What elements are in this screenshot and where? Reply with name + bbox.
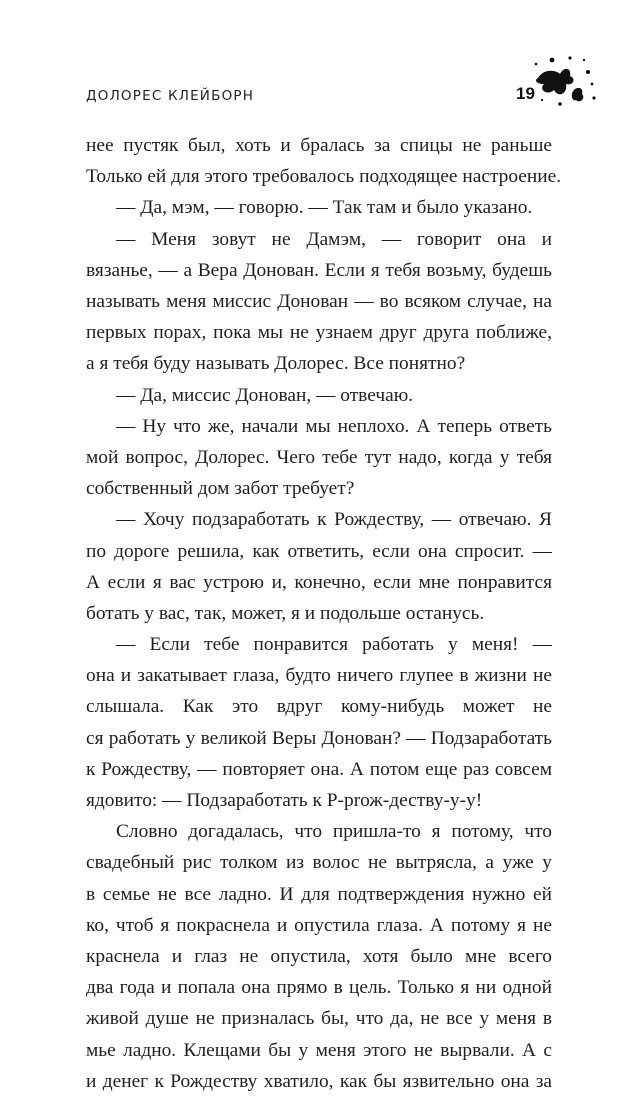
text-line: краснела и глаз не опустила, хотя было мне всего [86,945,552,967]
text-line: А если я вас устрою и, конечно, если мне понравится [86,571,552,593]
text-line: — Да, миссис Донован, — отвечаю. [116,384,414,406]
text-line: Только ей для этого требовалось подходящее настроение. [86,166,562,188]
text-line: свадебный рис толком из волос не вытрясла, а уже у [86,852,552,874]
text-line: в семье не все ладно. И для подтверждения нужно ей [86,883,552,905]
text-line: слышала. Как это вдруг кому-нибудь может не [86,696,552,718]
text-line: мье ладно. Клещами бы у меня этого не вырвали. А с [86,1039,552,1061]
text-line: к Рождеству, — повторяет она. А потом еще раз совсем [86,758,552,780]
text-line: она и закатывает глаза, будто ничего глупее в жизни не [86,665,552,687]
text-line: первых порах, пока мы не узнаем друг друга поближе, [86,322,552,344]
text-line: нее пустяк был, хоть и бралась за спицы не раньше [86,135,552,156]
text-line: — Хочу подзаработать к Рождеству, — отвечаю. Я [116,509,552,531]
text-line: мой вопрос, Долорес. Чего тебе тут надо, когда у тебя [86,446,552,468]
text-line: живой душе не призналась бы, что да, не все у меня в [86,1008,552,1030]
text-line: два года и попала она прямо в цель. Только я ни одной [86,977,552,999]
page-number: 19 [516,84,535,103]
text-line: ся работать у великой Веры Донован? — Подзаработать [86,727,552,749]
text-line: а я тебя буду называть Долорес. Все понятно? [86,353,466,375]
text-line: ботать у вас, так, может, я и подольше останусь. [86,602,485,624]
ink-splatter-ornament [530,50,600,110]
text-line: — Меня зовут не Дамэм, — говорит она и [116,228,552,250]
text-line: называть меня миссис Донован — во всяком случае, на [86,290,552,312]
running-title: ДОЛОРЕС КЛЕЙБОРН [86,88,255,104]
text-line: ядовито: — Подзаработать к Р-рrож-деству-у-у! [86,790,483,812]
text-line: по дороге решила, как ответить, если она спросит. — [86,540,552,562]
text-line: вязанье, — а Вера Донован. Если я тебя возьму, будешь [86,259,552,281]
text-line: — Да, мэм, — говорю. — Так там и было указано. [116,197,533,219]
text-line: Словно догадалась, что пришла-то я потому, что [116,821,552,843]
text-line: — Если тебе понравится работать у меня! — [116,634,552,656]
body-text [86,130,562,1097]
text-line: ко, чтоб я покраснела и опустила глаза. А потому я не [86,914,552,936]
text-line: собственный дом забот требует? [86,478,355,500]
text-line: — Ну что же, начали мы неплохо. А теперь ответь [116,415,552,437]
text-line: и денег к Рождеству хватило, как бы язвительно она за [86,1070,552,1092]
